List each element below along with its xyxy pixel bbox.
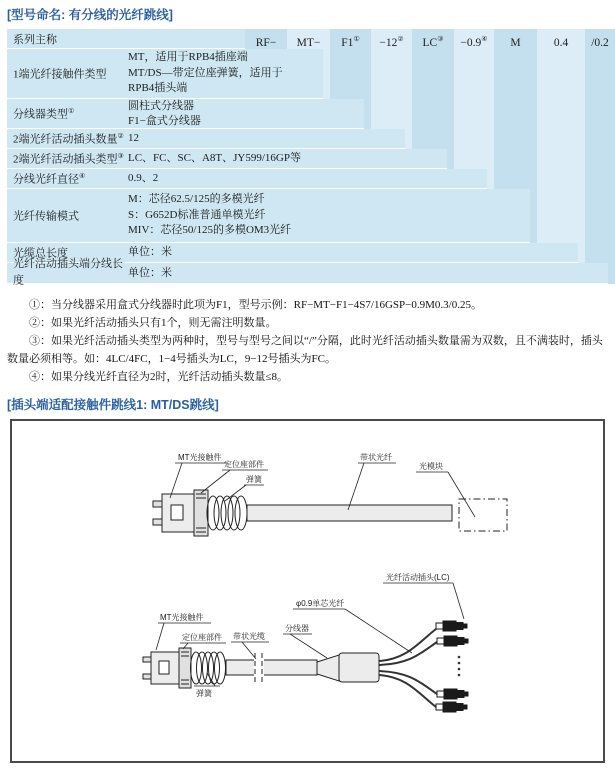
lc-plug-icon bbox=[436, 702, 467, 712]
code-column-02: /0.2 bbox=[585, 29, 615, 284]
table-row-series-name bbox=[7, 29, 245, 49]
code-column-f1: F1① bbox=[330, 29, 371, 129]
splitter-label: 分线器 bbox=[285, 624, 309, 633]
spring-coil bbox=[207, 496, 247, 530]
diagram-box bbox=[10, 419, 605, 763]
mt-contact-window bbox=[171, 505, 183, 520]
positioning-seat bbox=[194, 490, 208, 536]
catalog-page bbox=[0, 8, 615, 780]
section-title-mtds-jumper: [插头端适配接触件跳线1: MT/DS跳线] bbox=[7, 398, 219, 412]
mt-pin-icon bbox=[143, 657, 151, 662]
lc-plug-icon bbox=[437, 636, 468, 646]
upper-spring-label: 弹簧 bbox=[246, 475, 262, 484]
lower-seat-label: 定位座部件 bbox=[182, 633, 222, 642]
mt-contact-window bbox=[159, 661, 169, 674]
lc-plug-label: 光纤活动插头(LC) bbox=[386, 573, 450, 582]
table-row-splitter-type: 分线器类型① 圆柱式分线器 F1−盒式分线器 bbox=[7, 99, 364, 129]
lc-plugs bbox=[436, 621, 468, 712]
table-row-plug-count: 2端光纤活动插头数量② 12 bbox=[7, 129, 405, 149]
upper-module-label: 光模块 bbox=[419, 462, 443, 471]
upper-assembly-drawing bbox=[153, 490, 507, 536]
lower-contact-label: MT光接触件 bbox=[160, 613, 204, 622]
notes-section bbox=[7, 296, 607, 386]
fanout-fibers bbox=[379, 629, 437, 707]
upper-contact-label: MT光接触件 bbox=[178, 453, 222, 462]
spring-coil bbox=[191, 652, 226, 684]
table-row-transmission-mode: 光纤传输模式 M：芯径62.5/125的多模光纤 S：G652D标准普通单模光纤 MIV：芯径50/125的多模OM3光纤 bbox=[7, 189, 530, 243]
table-row-fiber-diameter: 分线光纤直径④ 0.9、2 bbox=[7, 169, 487, 189]
note-1: ①：当分线器采用盒式分线器时此项为F1，型号示例：RF−MT−F1−4S7/16GSP−0.9M0.3/0.25。 bbox=[29, 299, 482, 311]
lower-spring-label: 弹簧 bbox=[196, 689, 212, 698]
jumper-diagram-svg bbox=[12, 421, 603, 761]
ribbon-fiber bbox=[247, 505, 452, 521]
code-column-rf: RF− bbox=[245, 29, 287, 49]
table-row-plug-type: 2端光纤活动插头类型③ LC、FC、SC、A8T、JY599/16GP等 bbox=[7, 149, 447, 169]
mt-pin-icon bbox=[153, 519, 162, 525]
table-row-cable-length: 光缆总长度 单位：米 bbox=[7, 243, 578, 263]
lower-ribbon-label: 带状光缆 bbox=[233, 632, 265, 641]
ellipsis-dots bbox=[458, 656, 461, 677]
note-4: ④：如果分线光纤直径为2时，光纤活动插头数量≤8。 bbox=[29, 371, 289, 383]
lower-labels bbox=[156, 572, 464, 698]
mt-pin-icon bbox=[153, 501, 162, 507]
splitter-taper bbox=[317, 655, 339, 681]
note-2: ②：如果光纤活动插头只有1个，则无需注明数量。 bbox=[29, 317, 277, 329]
optical-module-outline bbox=[459, 499, 507, 531]
table-row-contact-type: 1端光纤接触件类型 MT，适用于RPB4插座端 MT/DS—带定位座弹簧，适用于 RPB4插头端 bbox=[7, 49, 323, 99]
code-column-04: 0.4 bbox=[537, 29, 585, 263]
code-column-m: M bbox=[494, 29, 537, 243]
series-name-label: 系列主称 bbox=[13, 33, 57, 46]
note-3-line-1: ③：如果光纤活动插头类型为两种时，型号与型号之间以“/”分隔，此时光纤活动插头数量需为双数，且不满装时，插头 bbox=[29, 335, 603, 347]
page-title-model-naming: [型号命名: 有分线的光纤跳线] bbox=[7, 8, 173, 22]
code-column-09: −0.9④ bbox=[454, 29, 494, 189]
positioning-seat bbox=[179, 648, 191, 688]
single-fiber-label: φ0.9单芯光纤 bbox=[296, 599, 345, 608]
lc-plug-icon bbox=[436, 621, 467, 631]
code-column-12: −12② bbox=[371, 29, 412, 149]
note-3-line-2: 数量必须相等。如：4LC/4FC，1−4号插头为LC，9−12号插头为FC。 bbox=[7, 353, 336, 365]
model-naming-table bbox=[7, 29, 615, 287]
upper-ribbon-label: 带状光纤 bbox=[360, 453, 392, 462]
ribbon-cable bbox=[226, 660, 317, 675]
code-column-lc: LC③ bbox=[412, 29, 454, 169]
upper-seat-label: 定位座部件 bbox=[224, 460, 264, 469]
table-row-branch-length: 光纤活动插头端分线长度 单位：米 bbox=[7, 263, 608, 284]
code-column-mt: MT− bbox=[287, 29, 330, 99]
splitter-body bbox=[339, 653, 379, 682]
lc-plug-icon bbox=[437, 689, 468, 699]
mt-pin-icon bbox=[143, 674, 151, 679]
